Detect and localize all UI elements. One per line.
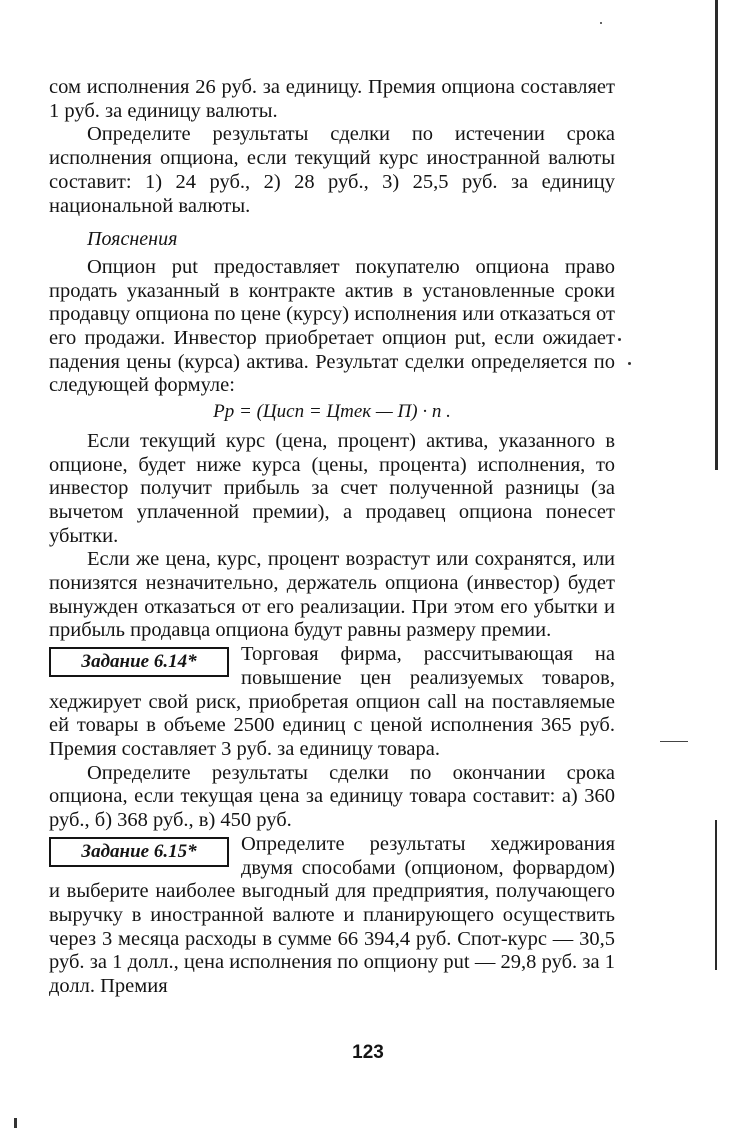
section-heading: Пояснения xyxy=(87,228,178,251)
task-6-15 xyxy=(49,833,615,999)
binding-edge-line-lower xyxy=(715,820,717,970)
paragraph-task-question: Определите результаты сделки по окончании срока опциона, если текущая цена за единицу товара составит: а) 360 руб., б) 368 руб., в) 450 руб. xyxy=(49,761,615,832)
task-label: Задание 6.15* xyxy=(81,840,197,862)
task-label-box xyxy=(49,647,229,677)
paragraph-profit-case: Если текущий курс (цена, процент) актива, указанного в опционе, будет ниже курса (цены, процента) исполнения, то инвестор получит прибыль за счет полученной разницы (за вычетом уплаченной премии), а продавец опциона понесет убытки. xyxy=(49,429,615,547)
paragraph-put-option: Опцион put предоставляет покупателю опциона право продать указанный в контракте актив в установленные сроки продавцу опциона по цене (курсу) исполнения или отказаться от его продажи. Инвестор приобретает опцион put, если ожидает падения цены (курса) актива. Результат сделки определяется по следующей формуле: xyxy=(49,255,615,397)
scan-artifact xyxy=(660,741,688,742)
task-text: Определите результаты хеджирования двумя способами (опционом, форвардом) и выберите наиболее выгодный для предприятия, получающего выручку в иностранной валюте и планирующего осуществить через 3 месяца расходы в сумме 66 394,4 руб. Спот-курс — 30,5 руб. за 1 долл., цена исполнения по опциону put — 29,8 руб. за 1 долл. Премия xyxy=(49,832,615,998)
task-6-14 xyxy=(49,643,615,762)
scan-artifact xyxy=(14,1118,17,1128)
task-text: Торговая фирма, рассчитывающая на повышение цен реализуемых товаров, хеджирует свой риск, приобретая опцион call на поставляемые ей товары в объеме 2500 единиц с ценой исполнения 365 руб. Премия составляет 3 руб. за единицу товара. xyxy=(49,643,615,760)
task-label-box xyxy=(49,837,229,867)
task-label: Задание 6.14* xyxy=(81,651,197,673)
scan-artifact xyxy=(628,362,631,365)
paragraph-continuation: сом исполнения 26 руб. за единицу. Премия опциона составляет 1 руб. за единицу валюты. xyxy=(49,76,615,122)
text-column xyxy=(49,76,615,999)
scan-artifact xyxy=(618,338,621,341)
paragraph-task-question: Определите результаты сделки по истечении срока исполнения опциона, если текущий курс иностранной валюты составит: 1) 24 руб., 2) 28 руб., 3) 25,5 руб. за единицу национальной валюты. xyxy=(49,123,615,217)
page-number: 123 xyxy=(352,1042,384,1063)
binding-edge-line xyxy=(715,0,718,470)
formula: Pр = (Цисп = Цтек — П) · n . xyxy=(213,401,451,423)
paragraph-loss-case: Если же цена, курс, процент возрастут или сохранятся, или понизятся незначительно, держатель опциона (инвестор) будет вынужден отказаться от его реализации. При этом его убытки и прибыль продавца опциона будут равны размеру премии. xyxy=(49,548,615,642)
scan-artifact xyxy=(600,22,602,24)
